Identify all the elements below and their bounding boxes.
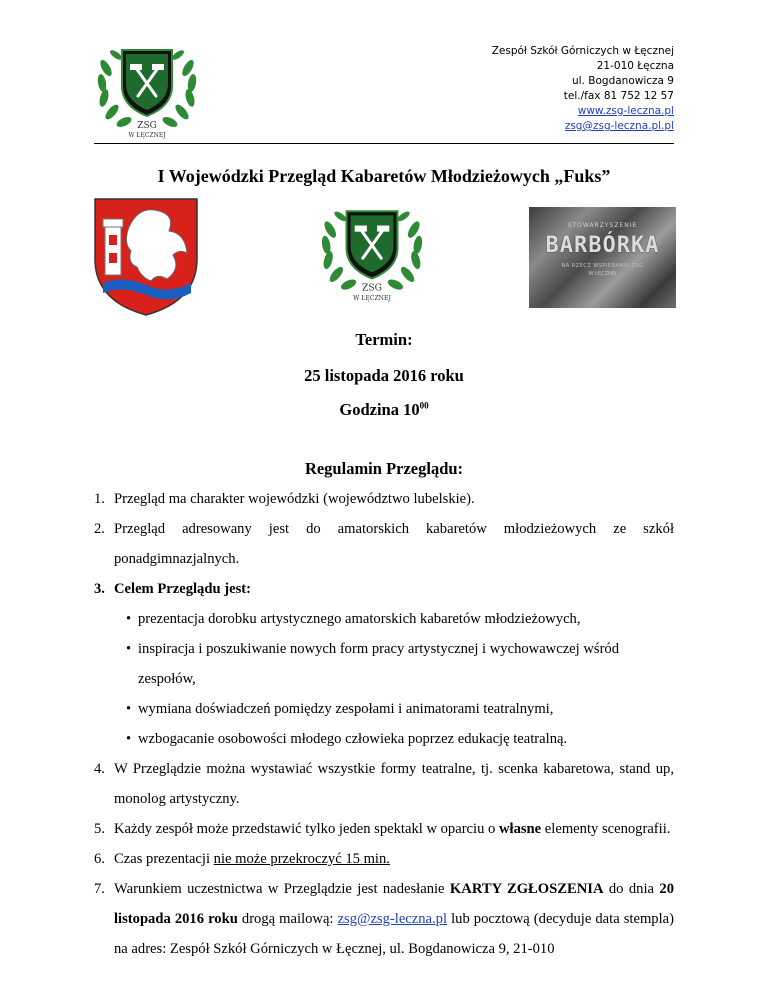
- logo-zsg-text: ZSG: [137, 121, 157, 131]
- rules-list: [94, 484, 674, 964]
- logo-town-text: W ŁĘCZNEJ: [128, 132, 166, 139]
- rules-heading: Regulamin Przeglądu:: [304, 459, 464, 478]
- bullet-dot: •: [126, 641, 132, 657]
- event-hour-minutes: 00: [419, 400, 429, 411]
- school-logo: [92, 38, 202, 140]
- address-line: Zespół Szkół Górniczych w Łęcznej: [491, 45, 674, 57]
- plate-line-1: STOWARZYSZENIE: [567, 222, 638, 229]
- rule-text: Celem Przeglądu jest:: [114, 581, 251, 597]
- logo-town-text: W ŁĘCZNEJ: [353, 294, 391, 302]
- coat-of-arms: [93, 197, 199, 317]
- event-hour-text: Godzina 10: [339, 400, 420, 419]
- rule-item-1: 1. Przegląd ma charakter wojewódzki (województwo lubelskie).: [94, 484, 674, 514]
- rule-text: W Przeglądzie można wystawiać wszystkie formy teatralne, tj. scenka kabaretowa, stand up, monolog artystyczny.: [114, 761, 674, 807]
- goal-bullet: • prezentacja dorobku artystycznego amatorskich kabaretów młodzieżowych,: [138, 604, 674, 634]
- rule-text: Przegląd ma charakter wojewódzki (województwo lubelskie).: [114, 491, 475, 507]
- rule-text: Warunkiem uczestnictwa w Przeglądzie jest nadesłanie KARTY ZGŁOSZENIA do dnia 20 listopada 2016 roku drogą mailową: zsg@zsg-leczna.pl lub pocztową (decyduje data stempla) na adres: Zespół Szkół Górniczych w Łęcznej, ul. Bogdanowicza 9, 21-010: [114, 881, 675, 957]
- rule-text: Przegląd adresowany jest do amatorskich kabaretów młodzieżowych ze szkół ponadgimnazjalnych.: [114, 521, 674, 567]
- address-line: 21-010 Łęczna: [596, 60, 674, 72]
- header-divider: [94, 143, 674, 144]
- plate-line-3: NA RZECZ WSPIERANIA ZSG: [561, 263, 644, 269]
- association-logo-plate: [529, 207, 676, 308]
- rule-item-3: 3. Celem Przeglądu jest:: [94, 574, 674, 604]
- bullet-dot: •: [126, 731, 132, 747]
- address-line: ul. Bogdanowicza 9: [572, 75, 674, 87]
- website-link[interactable]: www.zsg-leczna.pl: [577, 105, 674, 117]
- registration-email-link[interactable]: zsg@zsg-leczna.pl: [337, 911, 448, 927]
- rule-item-2: 2. Przegląd adresowany jest do amatorskich kabaretów młodzieżowych ze szkół ponadgimnazjalnych.: [94, 514, 674, 574]
- rule-text: Każdy zespół może przedstawić tylko jeden spektakl w oparciu o własne elementy scenografii.: [114, 821, 671, 837]
- bullet-dot: •: [126, 701, 132, 717]
- logo-zsg-text: ZSG: [362, 282, 382, 294]
- plate-line-2: BARBÓRKA: [545, 233, 660, 258]
- goal-bullet: • inspiracja i poszukiwanie nowych form pracy artystycznej i wychowawczej wśród zespołów,: [138, 634, 674, 694]
- bullet-dot: •: [126, 611, 132, 627]
- goal-bullet: • wymiana doświadczeń pomiędzy zespołami i animatorami teatralnymi,: [138, 694, 674, 724]
- address-line: tel./fax 81 752 12 57: [563, 90, 674, 102]
- rule-item-5: 5. Każdy zespół może przedstawić tylko jeden spektakl w oparciu o własne elementy scenografii.: [94, 814, 674, 844]
- email-link[interactable]: zsg@zsg-leczna.pl.pl: [564, 120, 674, 132]
- rule-item-7: 7. Warunkiem uczestnictwa w Przeglądzie jest nadesłanie KARTY ZGŁOSZENIA do dnia 20 listopada 2016 roku drogą mailową: zsg@zsg-leczna.pl lub pocztową (decyduje data stempla) na adres: Zespół Szkół Górniczych w Łęcznej, ul. Bogdanowicza 9, 21-010: [94, 874, 674, 964]
- event-hour: [0, 400, 768, 420]
- termin-label: Termin:: [355, 330, 413, 349]
- plate-line-4: W ŁĘCZNEJ: [588, 271, 617, 277]
- rule-text: Czas prezentacji nie może przekroczyć 15 min.: [114, 851, 390, 867]
- school-address: [492, 44, 674, 134]
- rule-item-6: 6. Czas prezentacji nie może przekroczyć 15 min.: [94, 844, 674, 874]
- event-date: 25 listopada 2016 roku: [304, 366, 464, 385]
- school-logo-center: [316, 198, 428, 304]
- goal-bullet: • wzbogacanie osobowości młodego człowieka poprzez edukację teatralną.: [138, 724, 674, 754]
- document-title: I Wojewódzki Przegląd Kabaretów Młodzieżowych „Fuks”: [157, 166, 611, 186]
- rule-item-4: 4. W Przeglądzie można wystawiać wszystkie formy teatralne, tj. scenka kabaretowa, stand up, monolog artystyczny.: [94, 754, 674, 814]
